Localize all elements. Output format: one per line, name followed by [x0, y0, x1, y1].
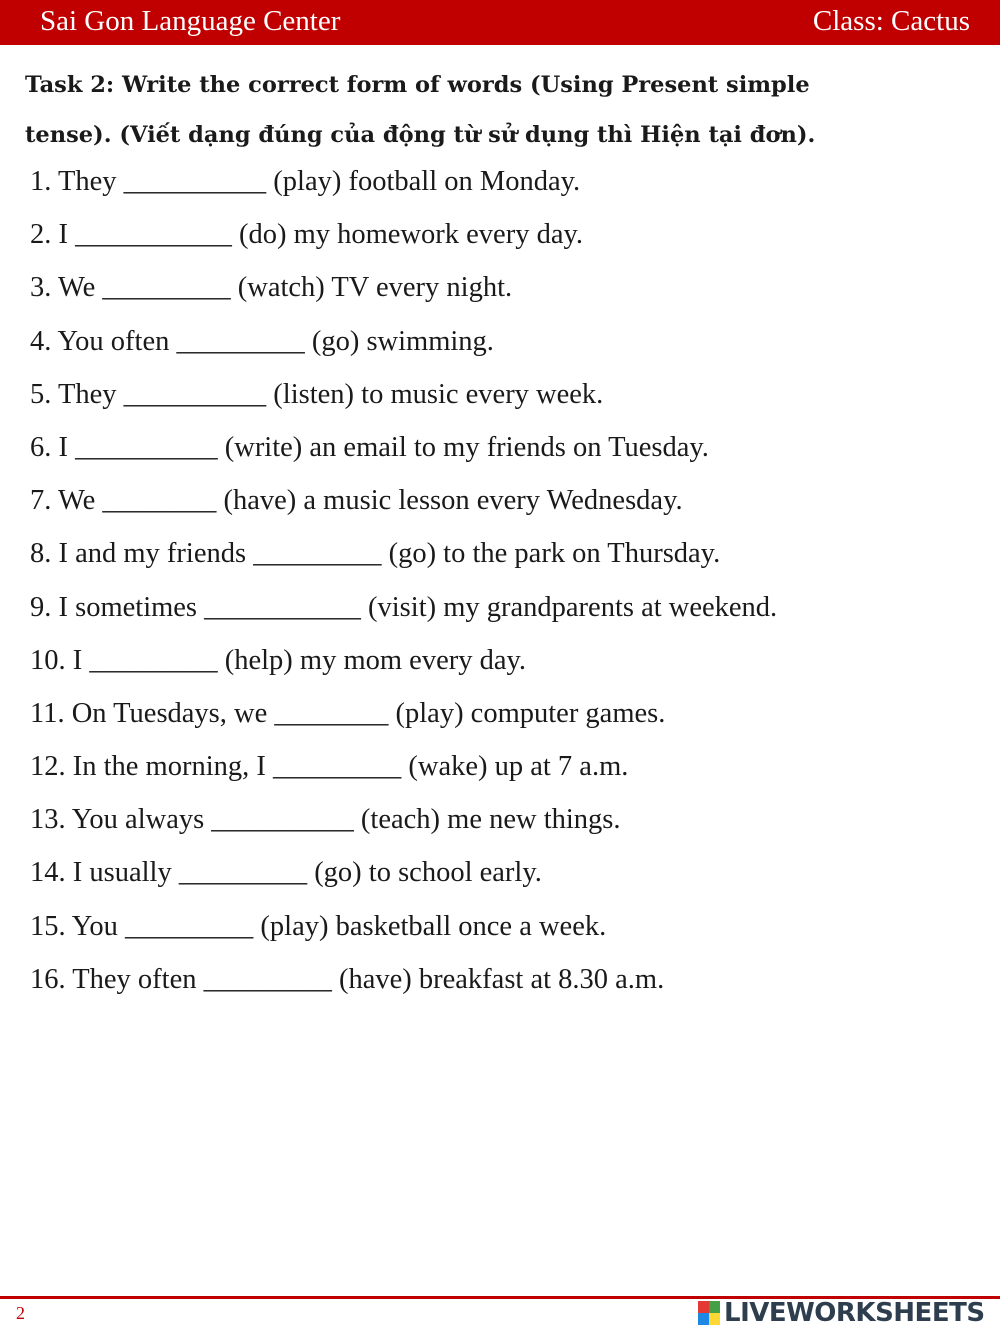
liveworksheets-logo[interactable]	[698, 1298, 985, 1328]
exercise-item: 13. You always __________ (teach) me new things.	[30, 804, 621, 836]
page-header	[0, 0, 1000, 45]
exercise-item: 12. In the morning, I _________ (wake) up at 7 a.m.	[30, 751, 629, 783]
exercise-item: 9. I sometimes ___________ (visit) my grandparents at weekend.	[30, 591, 778, 623]
exercise-item: 7. We ________ (have) a music lesson every Wednesday.	[30, 485, 683, 517]
exercise-item: 6. I __________ (write) an email to my friends on Tuesday.	[30, 431, 709, 463]
exercise-item: 8. I and my friends _________ (go) to the park on Thursday.	[30, 538, 721, 570]
exercise-item: 16. They often _________ (have) breakfast at 8.30 a.m.	[30, 963, 665, 995]
exercise-item: 5. They __________ (listen) to music every week.	[30, 378, 604, 410]
liveworksheets-brand: LIVEWORKSHEETS	[724, 1298, 985, 1328]
exercise-item: 1. They __________ (play) football on Monday.	[30, 166, 581, 197]
exercise-item: 15. You _________ (play) basketball once a week.	[30, 910, 607, 942]
exercise-item: 4. You often _________ (go) swimming.	[30, 325, 494, 357]
exercise-item: 2. I ___________ (do) my homework every day.	[30, 219, 583, 251]
liveworksheets-icon	[698, 1301, 720, 1325]
school-name: Sai Gon Language Center	[40, 5, 341, 37]
task-title	[25, 60, 975, 160]
exercise-item: 3. We _________ (watch) TV every night.	[30, 272, 513, 304]
page-number: 2	[16, 1303, 25, 1323]
exercise-list	[30, 159, 990, 1010]
exercise-item: 10. I _________ (help) my mom every day.	[30, 644, 527, 676]
class-label: Class: Cactus	[812, 5, 970, 37]
exercise-item: 14. I usually _________ (go) to school early.	[30, 857, 542, 889]
task-title-line-1: Task 2: Write the correct form of words (Using Present simple	[25, 72, 810, 98]
task-title-line-2: tense). (Viết dạng đúng của động từ sử dụng thì Hiện tại đơn).	[25, 122, 816, 148]
exercise-item: 11. On Tuesdays, we ________ (play) computer games.	[30, 697, 666, 729]
